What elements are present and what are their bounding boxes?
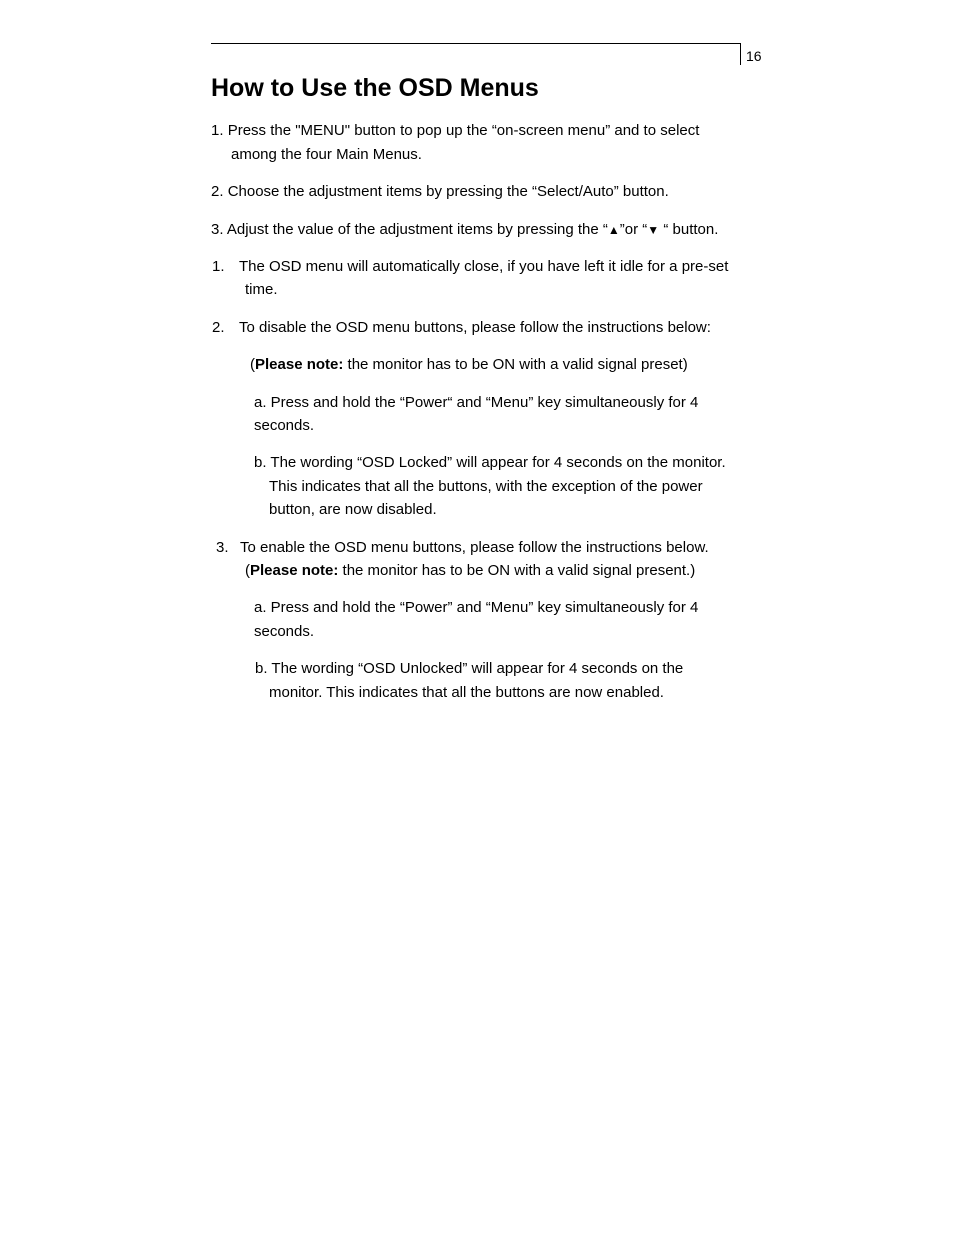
enable-step-b: b. The wording “OSD Unlocked” will appear for 4 seconds on the <box>255 660 684 677</box>
header-rule <box>211 43 741 44</box>
note-1-continued: time. <box>245 281 278 298</box>
please-note-label: Please note: <box>255 356 344 373</box>
please-note-disable: (Please note: the monitor has to be ON with a valid signal preset) <box>250 356 688 373</box>
step-1-continued: among the four Main Menus. <box>231 146 422 163</box>
up-arrow-icon: ▲ <box>607 223 620 237</box>
please-note-enable: (Please note: the monitor has to be ON with a valid signal present.) <box>245 562 696 579</box>
page-number-divider <box>740 43 741 65</box>
enable-step-a: a. Press and hold the “Power” and “Menu” key simultaneously for 4 <box>254 599 699 616</box>
step-text-after: “ button. <box>659 221 719 238</box>
note-2 <box>212 316 711 340</box>
note-number: 3. <box>216 539 229 556</box>
step-number: 1. <box>211 122 224 139</box>
disable-step-b: b. The wording “OSD Locked” will appear for 4 seconds on the monitor. <box>254 454 726 471</box>
step-1 <box>211 119 699 143</box>
note-text: To disable the OSD menu buttons, please follow the instructions below: <box>239 319 711 336</box>
enable-step-b-continued: monitor. This indicates that all the buttons are now enabled. <box>269 684 664 701</box>
note-number: 1. <box>212 258 225 275</box>
page-title: How to Use the OSD Menus <box>211 74 539 102</box>
note-3 <box>216 536 709 560</box>
step-number: 2. <box>211 183 224 200</box>
disable-step-b-line-3: button, are now disabled. <box>269 501 437 518</box>
step-text: Press the "MENU" button to pop up the “on-screen menu” and to select <box>227 122 700 139</box>
down-arrow-icon: ▼ <box>647 223 660 237</box>
disable-step-b-line-2: This indicates that all the buttons, with the exception of the power <box>269 478 703 495</box>
please-note-label: Please note: <box>250 562 339 579</box>
step-text: Choose the adjustment items by pressing the “Select/Auto” button. <box>227 183 669 200</box>
step-number: 3. <box>211 221 224 238</box>
step-3 <box>211 218 718 243</box>
note-text: To enable the OSD menu buttons, please follow the instructions below. <box>240 539 709 556</box>
note-text: The OSD menu will automatically close, if you have left it idle for a pre-set <box>239 258 729 275</box>
disable-step-a: a. Press and hold the “Power“ and “Menu” key simultaneously for 4 <box>254 394 699 411</box>
enable-step-a-continued: seconds. <box>254 623 315 640</box>
step-text-before: Adjust the value of the adjustment items by pressing the “ <box>226 221 608 238</box>
disable-step-a-continued: seconds. <box>254 417 315 434</box>
step-text-mid: ”or “ <box>619 221 648 238</box>
note-number: 2. <box>212 319 225 336</box>
step-2 <box>211 180 669 204</box>
page-number: 16 <box>746 48 762 64</box>
note-1 <box>212 255 728 279</box>
